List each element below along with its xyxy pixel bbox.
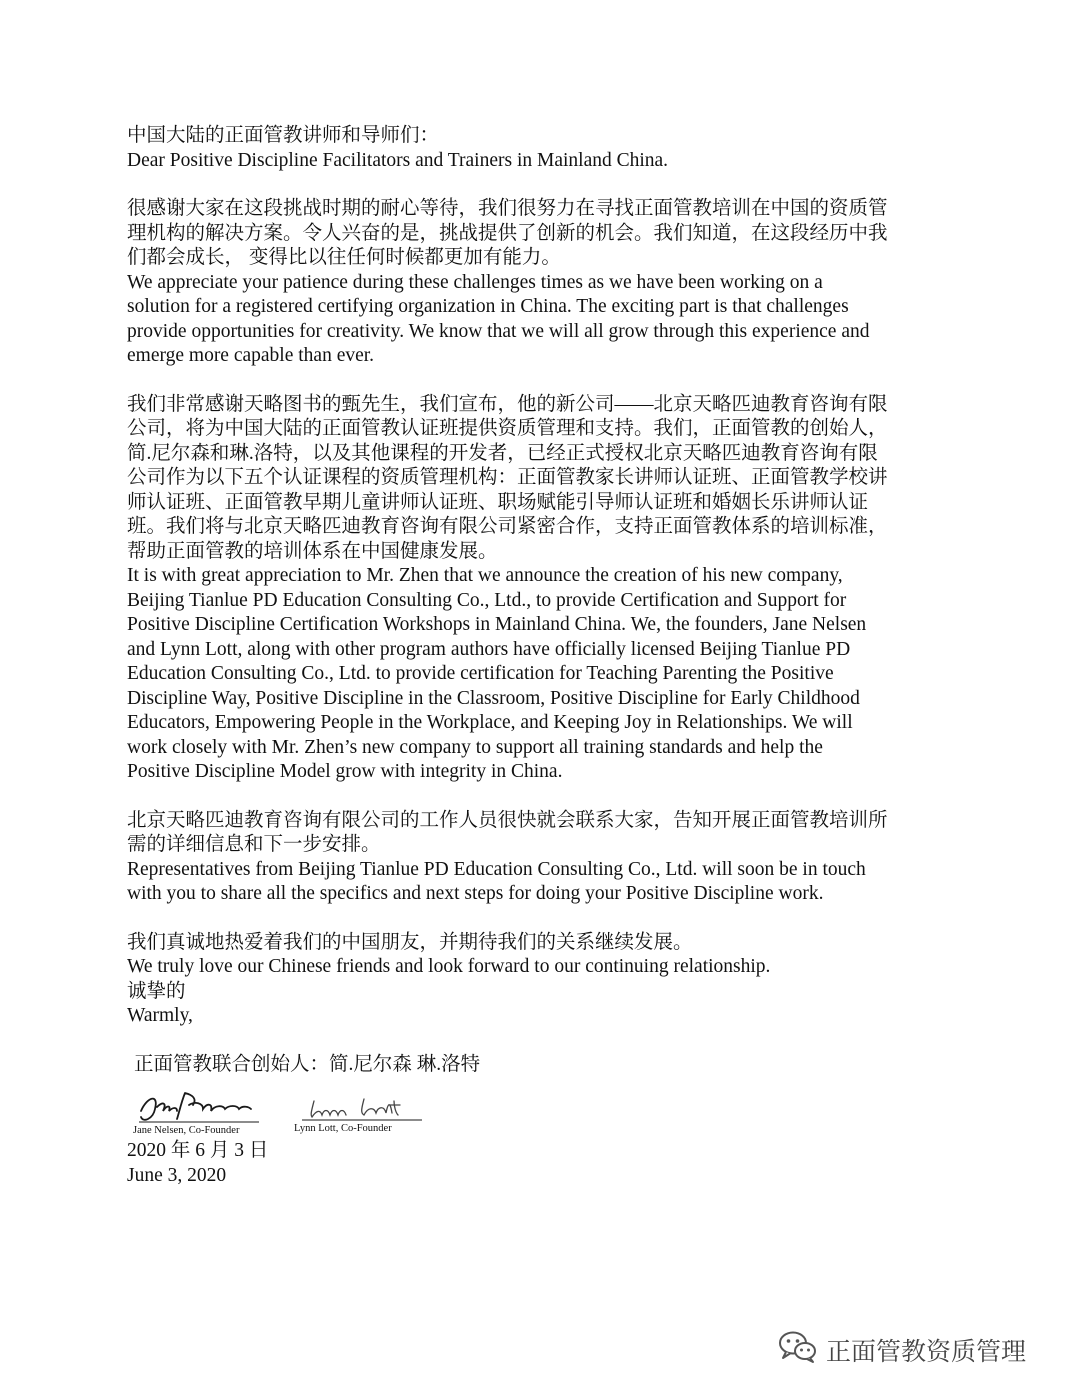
founders-line: 正面管教联合创始人：简.尼尔森 琳.洛特 bbox=[134, 1053, 481, 1075]
date-zh: 2020 年 6 月 3 日 bbox=[127, 1140, 269, 1161]
salutation-en: Dear Positive Discipline Facilitators and Trainers in Mainland China. bbox=[127, 149, 669, 171]
paragraph-line: 帮助正面管教的培训体系在中国健康发展。 bbox=[127, 540, 498, 562]
paragraph-4 bbox=[127, 931, 957, 1029]
paragraph-line: Discipline Way, Positive Discipline in the Classroom, Positive Discipline for Early Childhood bbox=[127, 687, 860, 709]
handwritten-signature-jane bbox=[133, 1089, 263, 1125]
paragraph-line: We appreciate your patience during these challenges times as we have been working on a bbox=[127, 271, 823, 293]
paragraph-line: emerge more capable than ever. bbox=[127, 345, 375, 366]
paragraph-line: Representatives from Beijing Tianlue PD Education Consulting Co., Ltd. will soon be in touch bbox=[127, 858, 866, 880]
letter-body bbox=[127, 124, 957, 1188]
paragraph-line: 公司作为以下五个认证课程的资质管理机构：正面管教家长讲师认证班、正面管教学校讲 bbox=[127, 467, 888, 488]
paragraph-line: and Lynn Lott, along with other program authors have officially licensed Beijing Tianlue PD bbox=[127, 638, 851, 660]
paragraph-line: solution for a registered certifying organization in China. The exciting part is that challenges bbox=[127, 296, 849, 317]
signature-caption: Jane Nelsen, Co-Founder bbox=[133, 1125, 240, 1136]
paragraph-1 bbox=[127, 197, 957, 369]
paragraph-line: work closely with Mr. Zhen’s new company to support all training standards and help the bbox=[127, 736, 823, 758]
paragraph-line: It is with great appreciation to Mr. Zhen that we announce the creation of his new company, bbox=[127, 565, 843, 586]
date-en: June 3, 2020 bbox=[127, 1164, 227, 1186]
paragraph-line: 简.尼尔森和琳.洛特，以及其他课程的开发者，已经正式授权北京天略匹迪教育咨询有限 bbox=[127, 442, 878, 464]
signatures bbox=[127, 1089, 957, 1139]
paragraph-line: 师认证班、正面管教早期儿童讲师认证班、职场赋能引导师认证班和婚姻长乐讲师认证 bbox=[127, 491, 869, 513]
paragraph-line: 公司，将为中国大陆的正面管教认证班提供资质管理和支持。我们，正面管教的创始人， bbox=[127, 418, 888, 439]
paragraph-line: 很感谢大家在这段挑战时期的耐心等待，我们很努力在寻找正面管教培训在中国的资质管 bbox=[127, 198, 888, 219]
paragraph-line: Beijing Tianlue PD Education Consulting Co., Ltd., to provide Certification and Support for bbox=[127, 589, 847, 611]
handwritten-signature-lynn bbox=[294, 1097, 426, 1123]
closing-zh: 诚挚的 bbox=[127, 980, 186, 1002]
signature-jane-nelsen bbox=[133, 1089, 263, 1137]
paragraph-2 bbox=[127, 393, 957, 785]
paragraph-line: 我们真诚地热爱着我们的中国朋友，并期待我们的关系继续发展。 bbox=[127, 931, 693, 953]
paragraph-line: with you to share all the specifics and next steps for doing your Positive Discipline work. bbox=[127, 883, 824, 904]
paragraph-line: Educators, Empowering People in the Workplace, and Keeping Joy in Relationships. We will bbox=[127, 712, 853, 733]
paragraph-line: 班。我们将与北京天略匹迪教育咨询有限公司紧密合作，支持正面管教体系的培训标准， bbox=[127, 516, 888, 537]
paragraph-line: 我们非常感谢天略图书的甄先生，我们宣布，他的新公司——北京天略匹迪教育咨询有限 bbox=[127, 393, 888, 415]
paragraph-line: 需的详细信息和下一步安排。 bbox=[127, 834, 381, 855]
paragraph-line: Positive Discipline Model grow with integrity in China. bbox=[127, 761, 563, 782]
wechat-icon bbox=[778, 1330, 818, 1369]
watermark-text: 正面管教资质管理 bbox=[826, 1336, 1027, 1366]
paragraph-line: Positive Discipline Certification Workshops in Mainland China. We, the founders, Jane Nelsen bbox=[127, 614, 867, 635]
paragraph-3 bbox=[127, 809, 957, 907]
paragraph-line: 北京天略匹迪教育咨询有限公司的工作人员很快就会联系大家，告知开展正面管教培训所 bbox=[127, 809, 888, 831]
wechat-watermark bbox=[778, 1330, 1026, 1369]
paragraph-line: We truly love our Chinese friends and look forward to our continuing relationship. bbox=[127, 956, 771, 977]
signature-caption: Lynn Lott, Co-Founder bbox=[294, 1123, 392, 1134]
paragraph-line: Education Consulting Co., Ltd. to provide certification for Teaching Parenting the Positive bbox=[127, 663, 834, 684]
paragraph-line: 理机构的解决方案。令人兴奋的是，挑战提供了创新的机会。我们知道，在这段经历中我 bbox=[127, 222, 888, 244]
paragraph-line: provide opportunities for creativity. We know that we will all grow through this experience and bbox=[127, 320, 870, 342]
salutation-zh: 中国大陆的正面管教讲师和导师们： bbox=[127, 125, 440, 146]
closing-en: Warmly, bbox=[127, 1005, 193, 1026]
paragraph-line: 们都会成长， 变得比以往任何时候都更加有能力。 bbox=[127, 247, 561, 268]
signature-lynn-lott bbox=[294, 1097, 426, 1135]
